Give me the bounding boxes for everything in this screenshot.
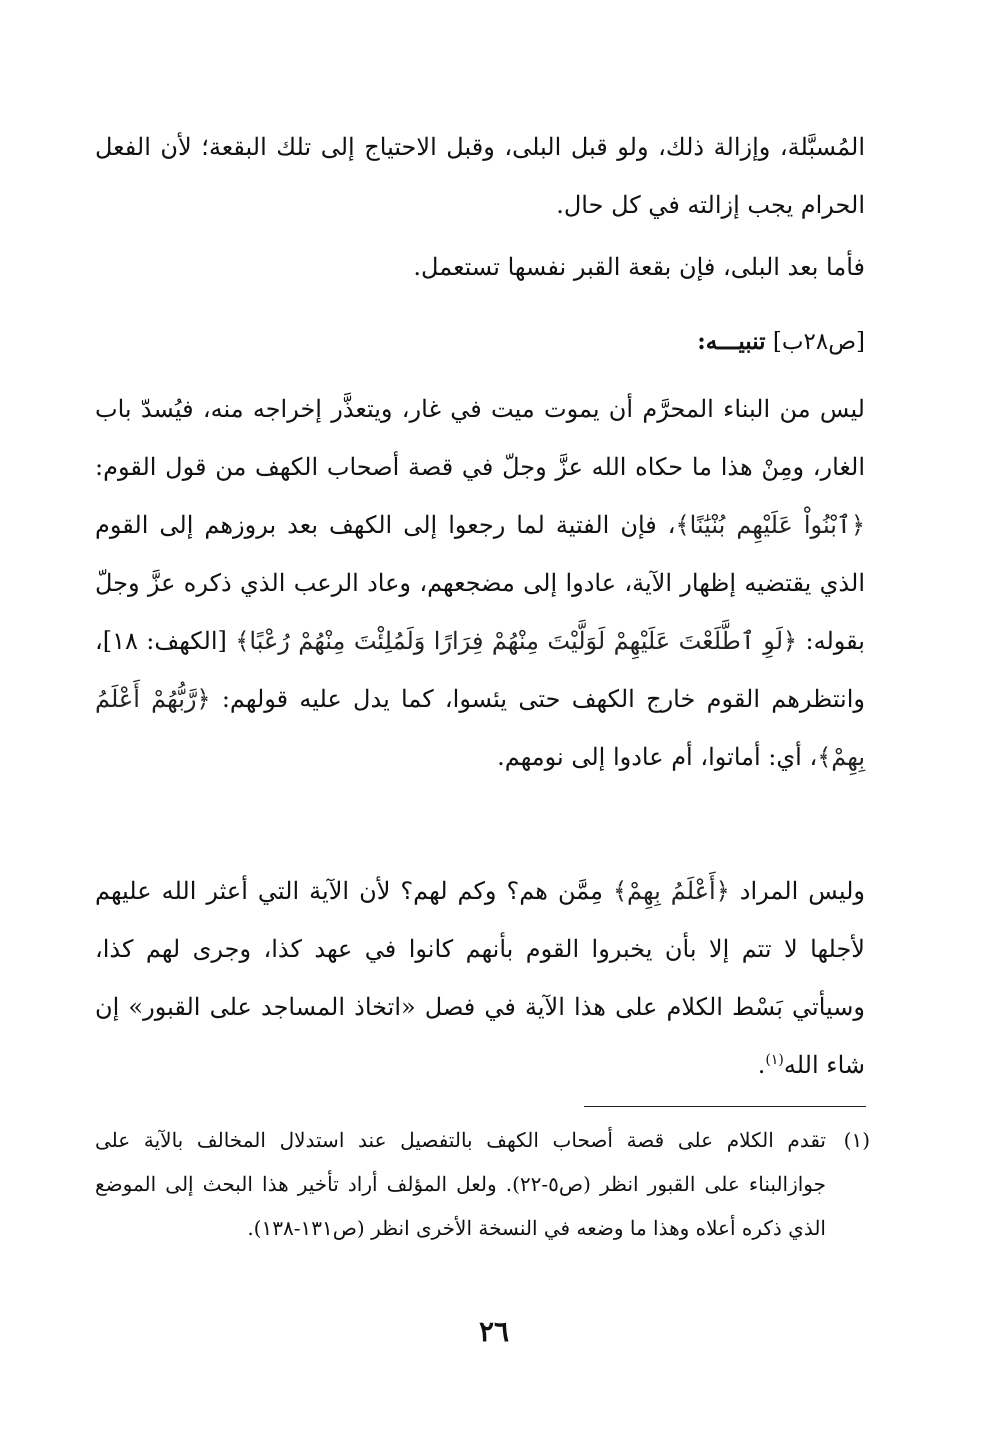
- manuscript-page-marker: [ص٢٨ب]: [772, 329, 865, 355]
- paragraph-1-text: المُسبَّلة، وإزالة ذلك، ولو قبل البلى، وقبل الاحتياج إلى تلك البقعة؛ لأن الفعل الحرام يجب إزالته في كل حال.: [95, 133, 865, 219]
- footnote-separator: [584, 1106, 866, 1107]
- section-heading: [697, 313, 865, 371]
- quran-quote-3: ﴿رَّبُّهُمْ أَعْلَمُ بِهِمْ﴾: [95, 685, 865, 771]
- footnote-reference: (١): [765, 1052, 784, 1068]
- quran-quote-1: ﴿ٱبْنُواْ عَلَيْهِم بُنْيَٰنًا﴾: [675, 511, 865, 539]
- paragraph-4-part-2: ، فإن الفتية لما رجعوا إلى الكهف بعد بروزهم إلى القوم الذي يقتضيه إظهار الآية، عادوا إلى مضجعهم، وعاد الرعب الذي ذكره عزَّ وجلّ بقوله:: [95, 511, 865, 655]
- footnotes: [95, 1118, 870, 1250]
- paragraph-2: [95, 238, 865, 296]
- footnote-mark: (١): [843, 1128, 870, 1152]
- paragraph-4-part-1: ليس من البناء المحرَّم أن يموت ميت في غار، ويتعذَّر إخراجه منه، فيُسدّ باب الغار، ومِنْ هذا ما حكاه الله عزَّ وجلّ في قصة أصحاب الكهف من قول القوم:: [95, 395, 865, 481]
- footnote-item: [95, 1118, 870, 1250]
- paragraph-5-part-1: وليس المراد: [729, 877, 866, 905]
- paragraph-1: [95, 118, 865, 234]
- heading-title: تنبيـــه:: [697, 328, 766, 355]
- quran-quote-4: ﴿أَعْلَمُ بِهِمْ﴾: [612, 877, 730, 905]
- footnote-text: تقدم الكلام على قصة أصحاب الكهف بالتفصيل عند استدلال المخالف بالآية على جوازالبناء على القبور انظر (ص٥-٢٢). ولعل المؤلف أراد تأخير هذا البحث إلى الموضع الذي ذكره أعلاه وهذا ما وضعه في النسخة الأخرى انظر (ص١٣١-١٣٨).: [95, 1128, 827, 1240]
- paragraph-5-part-2: مِمَّن هم؟ وكم لهم؟ لأن الآية التي أعثر الله عليهم لأجلها لا تتم إلا بأن يخبروا القوم بأنهم كانوا في عهد كذا، وجرى لهم كذا، وسيأتي بَسْط الكلام على هذا الآية في فصل «اتخاذ المساجد على القبور» إن شاء الله: [95, 877, 865, 1079]
- paragraph-4: [95, 380, 865, 786]
- paragraph-5: [95, 862, 865, 1094]
- quran-quote-2: ﴿لَوِ ٱطَّلَعْتَ عَلَيْهِمْ لَوَلَّيْتَ مِنْهُمْ فِرَارًا وَلَمُلِئْتَ مِنْهُمْ رُعْبًا﴾: [235, 627, 798, 655]
- paragraph-4-part-3: [الكهف: ١٨]، وانتظرهم القوم خارج الكهف حتى يئسوا، كما يدل عليه قولهم:: [95, 627, 865, 713]
- paragraph-2-text: فأما بعد البلى، فإن بقعة القبر نفسها تستعمل.: [413, 253, 865, 281]
- paragraph-5-end: .: [757, 1051, 766, 1079]
- page-number: ٢٦: [478, 1315, 510, 1348]
- paragraph-4-part-4: ، أي: أماتوا، أم عادوا إلى نومهم.: [497, 743, 818, 771]
